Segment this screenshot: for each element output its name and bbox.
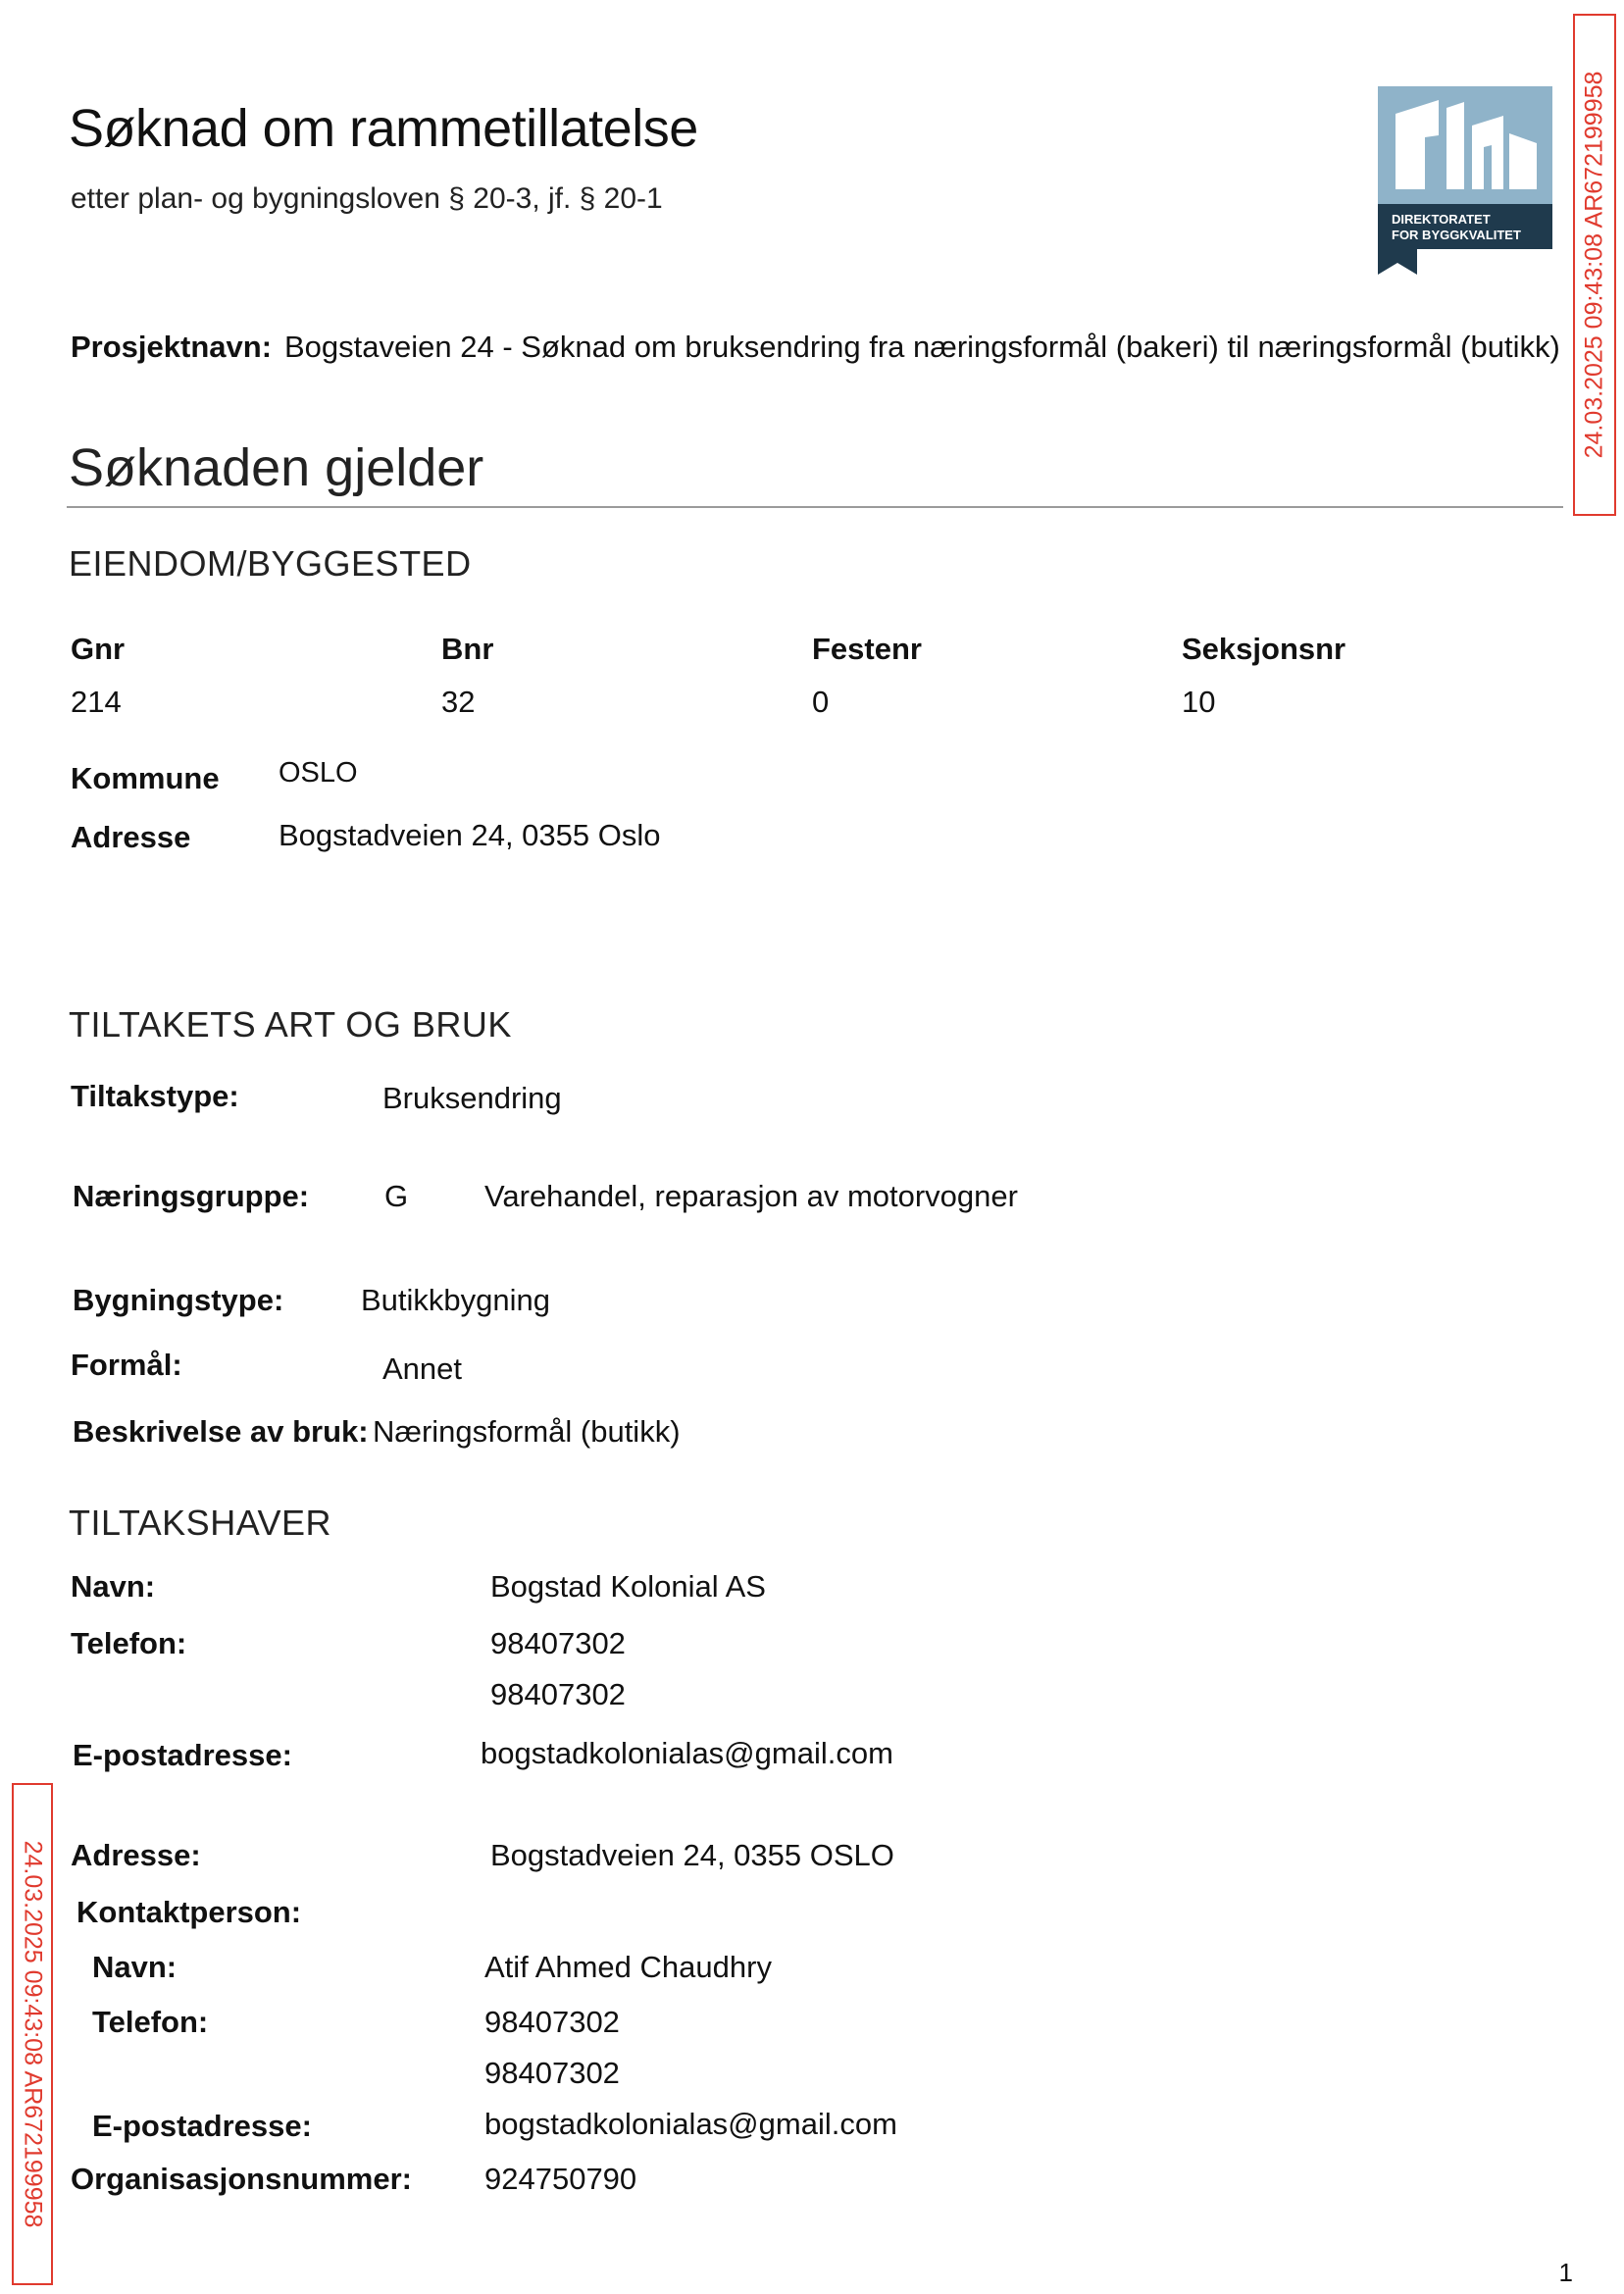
beskrivelse-label: Beskrivelse av bruk: — [73, 1414, 369, 1449]
tiltakshaver-epost-value: bogstadkolonialas@gmail.com — [481, 1736, 893, 1770]
tiltakshaver-epost-label: E-postadresse: — [73, 1738, 292, 1772]
kontakt-epost-value: bogstadkolonialas@gmail.com — [484, 2107, 897, 2141]
kontakt-navn-value: Atif Ahmed Chaudhry — [484, 1950, 772, 1984]
kommune-label: Kommune — [71, 761, 220, 795]
festenr-value: 0 — [812, 685, 830, 719]
adresse-value: Bogstadveien 24, 0355 Oslo — [279, 818, 661, 852]
document-title: Søknad om rammetillatelse — [69, 99, 698, 158]
naeringsgruppe-value: Varehandel, reparasjon av motorvogner — [484, 1179, 1018, 1213]
section-heading: Søknaden gjelder — [69, 438, 484, 497]
naeringsgruppe-code: G — [384, 1179, 409, 1213]
project-value: Bogstaveien 24 - Søknad om bruksendring fra næringsformål (bakeri) til næringsformål (butikk) — [284, 330, 1560, 364]
logo-text-line2: FOR BYGGKVALITET — [1392, 228, 1521, 242]
tiltakshaver-adresse-value: Bogstadveien 24, 0355 OSLO — [490, 1838, 894, 1872]
tiltak-heading: TILTAKETS ART OG BRUK — [69, 1004, 512, 1045]
bnr-value: 32 — [441, 685, 476, 719]
tiltakshaver-navn-value: Bogstad Kolonial AS — [490, 1569, 766, 1604]
tiltakshaver-navn-label: Navn: — [71, 1569, 156, 1604]
formaal-label: Formål: — [71, 1348, 182, 1382]
kommune-value: OSLO — [279, 757, 358, 789]
bnr-label: Bnr — [441, 632, 494, 666]
tiltakshaver-heading: TILTAKSHAVER — [69, 1503, 332, 1543]
document-subtitle: etter plan- og bygningsloven § 20-3, jf. § 20-1 — [71, 182, 663, 215]
orgnr-label: Organisasjonsnummer: — [71, 2162, 412, 2196]
dibk-logo-graphic — [1378, 86, 1552, 275]
kontakt-navn-label: Navn: — [92, 1950, 178, 1984]
tiltakshaver-adresse-label: Adresse: — [71, 1838, 201, 1872]
bygningstype-value: Butikkbygning — [361, 1283, 551, 1317]
seksjonsnr-value: 10 — [1182, 685, 1216, 719]
date-stamp-left — [12, 1783, 53, 2285]
date-stamp-right — [1573, 14, 1616, 516]
beskrivelse-value: Næringsformål (butikk) — [373, 1414, 681, 1449]
dibk-logo — [1378, 86, 1552, 275]
logo-text-line1: DIREKTORATET — [1392, 212, 1491, 227]
orgnr-value: 924750790 — [484, 2162, 637, 2196]
project-label: Prosjektnavn: — [71, 330, 273, 364]
tiltakshaver-telefon-value-2: 98407302 — [490, 1677, 626, 1711]
naeringsgruppe-label: Næringsgruppe: — [73, 1179, 310, 1213]
gnr-value: 214 — [71, 685, 122, 719]
tiltakstype-value: Bruksendring — [382, 1081, 562, 1115]
adresse-label: Adresse — [71, 820, 191, 854]
tiltakshaver-telefon-value-1: 98407302 — [490, 1626, 626, 1660]
kontakt-telefon-label: Telefon: — [92, 2005, 209, 2039]
eiendom-heading: EIENDOM/BYGGESTED — [69, 543, 472, 584]
kontakt-epost-label: E-postadresse: — [92, 2109, 312, 2143]
page-number: 1 — [1558, 2258, 1573, 2287]
kontakt-telefon-value-1: 98407302 — [484, 2005, 620, 2039]
date-stamp-right-text: 24.03.2025 09:43:08 AR672199958 — [1580, 71, 1608, 459]
seksjonsnr-label: Seksjonsnr — [1182, 632, 1346, 666]
kontaktperson-label: Kontaktperson: — [76, 1895, 302, 1929]
date-stamp-left-text: 24.03.2025 09:43:08 AR672199958 — [19, 1840, 47, 2228]
tiltakshaver-telefon-label: Telefon: — [71, 1626, 187, 1660]
formaal-value: Annet — [382, 1351, 463, 1386]
festenr-label: Festenr — [812, 632, 922, 666]
tiltakstype-label: Tiltakstype: — [71, 1079, 239, 1113]
section-divider — [67, 506, 1563, 508]
gnr-label: Gnr — [71, 632, 126, 666]
bygningstype-label: Bygningstype: — [73, 1283, 284, 1317]
kontakt-telefon-value-2: 98407302 — [484, 2056, 620, 2090]
